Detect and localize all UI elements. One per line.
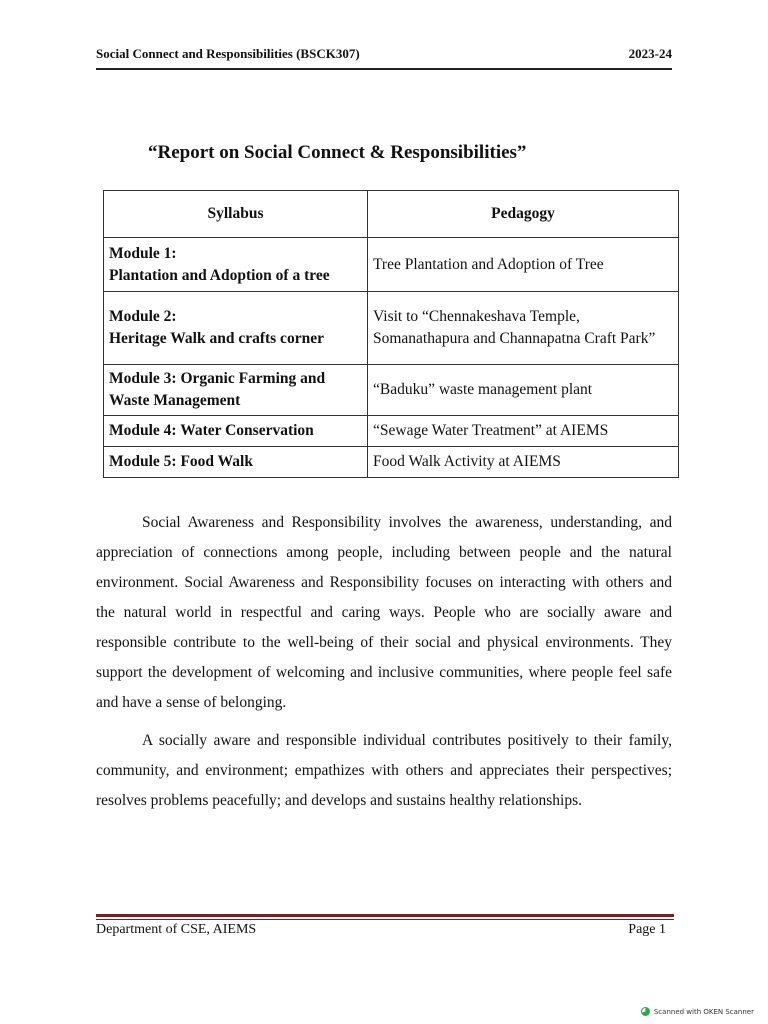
department-label: Department of CSE, AIEMS	[96, 922, 257, 937]
table-row	[104, 292, 679, 365]
scanner-watermark	[641, 1007, 754, 1016]
module-label: Module 3: Organic Farming and	[109, 370, 326, 388]
table-row	[104, 365, 679, 416]
pedagogy-cell: Visit to “Chennakeshava Temple, Somanathapura and Channapatna Craft Park”	[368, 292, 679, 365]
table-row	[104, 238, 679, 292]
syllabus-cell	[104, 365, 368, 416]
report-title: “Report on Social Connect & Responsibilities”	[148, 142, 527, 163]
syllabus-cell: Module 4: Water Conservation	[104, 416, 368, 447]
syllabus-cell: Module 5: Food Walk	[104, 447, 368, 478]
table-row	[104, 416, 679, 447]
pedagogy-cell: “Baduku” waste management plant	[368, 365, 679, 416]
module-topic: Plantation and Adoption of a tree	[109, 266, 330, 284]
table-row	[104, 447, 679, 478]
module-label: Module 1:	[109, 244, 177, 262]
header-pedagogy: Pedagogy	[368, 191, 679, 238]
page-footer	[96, 922, 666, 938]
report-body	[96, 508, 672, 824]
footer-rule-thin	[96, 919, 674, 920]
header-syllabus: Syllabus	[104, 191, 368, 238]
footer-rule	[96, 914, 674, 917]
module-topic: Waste Management	[109, 392, 241, 409]
scanner-label: Scanned with OKEN Scanner	[653, 1007, 754, 1016]
course-title: Social Connect and Responsibilities (BSCK307)	[96, 46, 360, 61]
syllabus-cell	[104, 238, 368, 292]
pedagogy-cell: Tree Plantation and Adoption of Tree	[368, 238, 679, 292]
academic-year: 2023-24	[628, 46, 672, 61]
module-label: Module 2:	[109, 308, 177, 326]
scanner-logo-icon	[641, 1007, 650, 1016]
syllabus-table	[103, 190, 679, 478]
paragraph: Social Awareness and Responsibility involves the awareness, understanding, and appreciation of connections among people, including between people and the natural environment. Social Awareness and Responsibility focuses on interacting with others and the natural world in respectful and caring ways. People who are socially aware and responsible contribute to the well-being of their social and physical environments. They support the development of welcoming and inclusive communities, where people feel safe and have a sense of belonging.	[96, 514, 672, 711]
table-header-row	[104, 191, 679, 238]
syllabus-cell	[104, 292, 368, 365]
header-rule	[96, 68, 672, 70]
paragraph: A socially aware and responsible individual contributes positively to their family, community, and environment; empathizes with others and appreciates their perspectives; resolves problems peacefully; and develops and sustains healthy relationships.	[96, 732, 672, 809]
pedagogy-cell: “Sewage Water Treatment” at AIEMS	[368, 416, 679, 447]
pedagogy-cell: Food Walk Activity at AIEMS	[368, 447, 679, 478]
module-topic: Heritage Walk and crafts corner	[109, 330, 324, 347]
page-header	[96, 46, 672, 62]
page-number: Page 1	[628, 922, 666, 937]
